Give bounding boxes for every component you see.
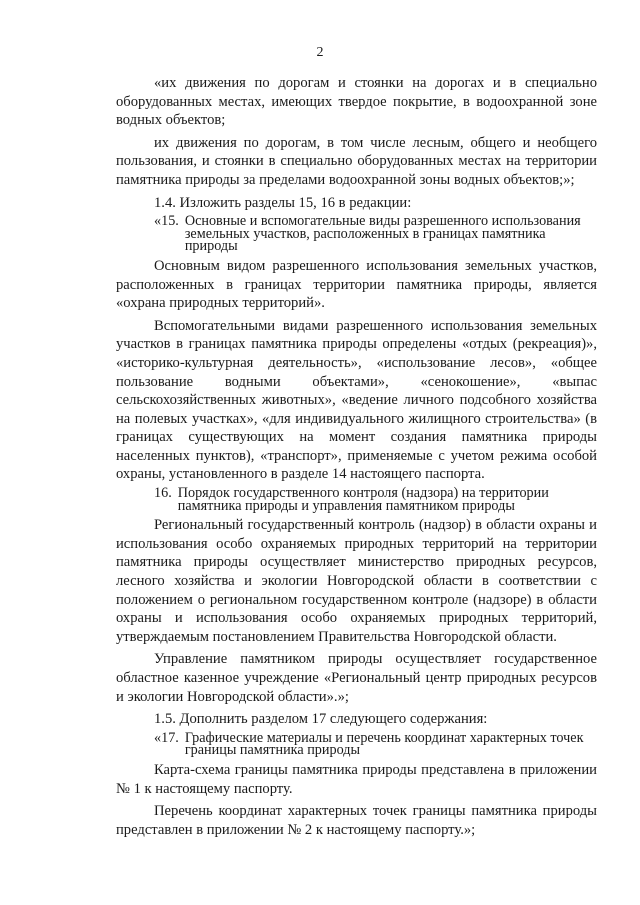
paragraph: Региональный государственный контроль (надзор) в области охраны и использования особо охраняемых природных территорий на территории памятника природы осуществляет министерство природных ресурсов, лесного хозяйства и экологии Новгородской области в соответствии с положением о региональном государственном контроле (надзоре) в области охраны и использования особо охраняемых природных территорий, утверждаемым постановлением Правительства Новгородской области.: [116, 517, 597, 645]
section-title: Порядок государственного контроля (надзора) на территории памятника природы и управления памятником природы: [177, 485, 549, 514]
section-number: «17.: [154, 729, 179, 746]
document-body: [116, 74, 597, 839]
paragraph: Вспомогательными видами разрешенного использования земельных участков в границах памятника природы определены «отдых (рекреация)», «историко-культурная деятельность», «использование лесов», «общее пользование водными объектами», «сенокошение», «выпас сельскохозяйственных животных», «ведение личного подсобного хозяйства на полевых участках», «для индивидуального жилищного строительства» (в границах существующих на момент создания памятника природы населенных пунктов), «транспорт», применяемые с учетом режима особой охраны, установленного в разделе 14 настоящего паспорта.: [116, 317, 597, 483]
paragraph: 1.4. Изложить разделы 15, 16 в редакции:: [154, 194, 412, 211]
section-number: «15.: [154, 213, 179, 230]
page-number: 2: [316, 45, 324, 60]
section-15-heading: [154, 215, 597, 253]
section-17-heading: [154, 729, 597, 759]
section-title: Основные и вспомогательные виды разрешенного использования земельных участков, расположенных в границах памятника природы: [184, 213, 581, 255]
paragraph: Карта-схема границы памятника природы представлена в приложении № 1 к настоящему паспорту.: [116, 761, 597, 797]
paragraph: «их движения по дорогам и стоянки на дорогах и в специально оборудованных местах, имеющих твердое покрытие, в водоохранной зоне водных объектов;: [116, 75, 597, 129]
section-title: Графические материалы и перечень координат характерных точек границы памятника природы: [184, 729, 584, 759]
paragraph: Управление памятником природы осуществляет государственное областное казенное учреждение «Региональный центр природных ресурсов и экологии Новгородской области».»;: [116, 651, 597, 705]
paragraph: 1.5. Дополнить разделом 17 следующего содержания:: [154, 711, 488, 728]
paragraph: их движения по дорогам, в том числе лесным, общего и необщего пользования, и стоянки в специально оборудованных местах на территории памятника природы за пределами водоохранной зоны водных объектов;»;: [116, 134, 597, 188]
section-16-heading: [154, 487, 597, 512]
paragraph: Основным видом разрешенного использования земельных участков, расположенных в границах территории памятника природы, является «охрана природных территорий».: [116, 257, 597, 312]
section-number: 16.: [154, 485, 172, 502]
paragraph: Перечень координат характерных точек границы памятника природы представлен в приложении № 2 к настоящему паспорту.»;: [116, 803, 597, 838]
